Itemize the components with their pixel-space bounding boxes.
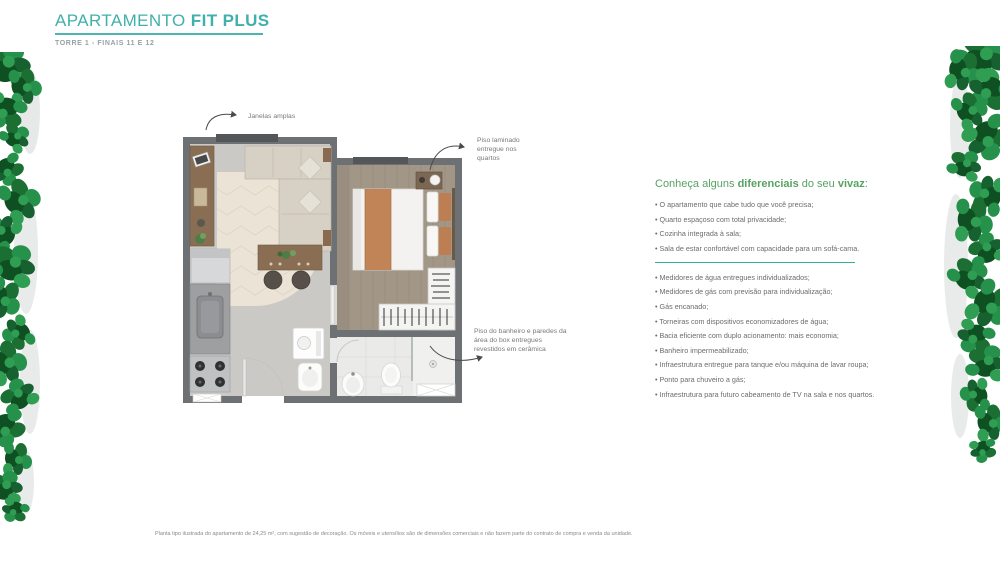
feature-item: • Ponto para chuveiro a gás; xyxy=(655,375,917,384)
entrance-opening xyxy=(242,396,284,403)
entrance-door-leaf xyxy=(243,359,246,396)
features-list-infrastructure xyxy=(655,273,917,399)
feature-item: • Infraestrutura para futuro cabeamento de TV na sala e nos quartos. xyxy=(655,390,917,399)
features-list-apartment xyxy=(655,200,917,253)
feature-item: • Bacia eficiente com duplo acionamento: mais economia; xyxy=(655,331,917,340)
features-divider xyxy=(655,262,855,263)
features-heading-diferenciais: diferenciais xyxy=(737,178,799,190)
bedroom-walkway xyxy=(337,165,349,330)
page-title-regular: APARTAMENTO xyxy=(55,11,191,30)
toilet xyxy=(381,363,402,394)
features-heading xyxy=(655,178,917,190)
callout-windows-arrow xyxy=(198,106,246,134)
bathroom-sink xyxy=(342,372,364,396)
feature-item: • Cozinha integrada à sala; xyxy=(655,229,917,238)
feature-item: • Medidores de água entregues individualizados; xyxy=(655,273,917,282)
living-window xyxy=(216,134,278,142)
feature-item: • Infraestrutura entregue para tanque e/ou máquina de lavar roupa; xyxy=(655,360,917,369)
fridge xyxy=(191,249,230,283)
feature-item: • Quarto espaçoso com total privacidade; xyxy=(655,215,917,224)
features-heading-middle: do seu xyxy=(798,178,838,190)
page-title-bold: FIT PLUS xyxy=(190,11,270,30)
features-heading-suffix: : xyxy=(864,178,868,190)
washing-machine xyxy=(293,328,324,359)
features-heading-brand: vivaz xyxy=(837,178,865,190)
stove xyxy=(190,356,230,392)
kitchen-sink-counter xyxy=(190,284,230,354)
foliage-left xyxy=(0,52,56,526)
callout-windows: Janelas amplas xyxy=(248,113,296,120)
title-underline xyxy=(55,33,263,35)
foliage-right xyxy=(932,46,1000,470)
bedroom-window xyxy=(353,157,408,164)
callout-bathroom-arrow xyxy=(426,338,490,366)
legal-disclaimer: Planta tipo ilustrada do apartamento de 24,25 m², com sugestão de decoração. Os móveis e utensílios são de dimensões comerciais e não fazem parte do contrato de compra e venda da unidade. xyxy=(155,531,633,537)
feature-item: • Gás encanado; xyxy=(655,302,917,311)
bath-mat xyxy=(417,384,455,396)
bathroom-door-opening xyxy=(330,338,337,363)
doormat xyxy=(193,394,221,402)
features-heading-prefix: Conheça alguns xyxy=(655,178,738,190)
laundry-tank xyxy=(298,363,322,391)
nightstand xyxy=(416,172,442,189)
feature-item: • O apartamento que cabe tudo que você precisa; xyxy=(655,200,917,209)
bedroom-door-leaf xyxy=(331,286,334,324)
callout-bathroom: Piso do banheiro e paredes da área do box entregues revestidos em cerâmica xyxy=(474,328,567,354)
callout-laminate: Piso laminado entregue nos quartos xyxy=(477,137,520,163)
page-title xyxy=(55,11,270,31)
callout-laminate-arrow xyxy=(424,138,472,174)
feature-item: • Sala de estar confortável com capacidade para um sofá-cama. xyxy=(655,244,917,253)
tower-subtitle: TORRE 1 - FINAIS 11 E 12 xyxy=(55,40,155,47)
features-panel xyxy=(655,178,917,404)
desk xyxy=(190,146,214,246)
feature-item: • Medidores de gás com previsão para individualização; xyxy=(655,287,917,296)
feature-item: • Torneiras com dispositivos economizadores de água; xyxy=(655,317,917,326)
feature-item: • Banheiro impermeabilizado; xyxy=(655,346,917,355)
